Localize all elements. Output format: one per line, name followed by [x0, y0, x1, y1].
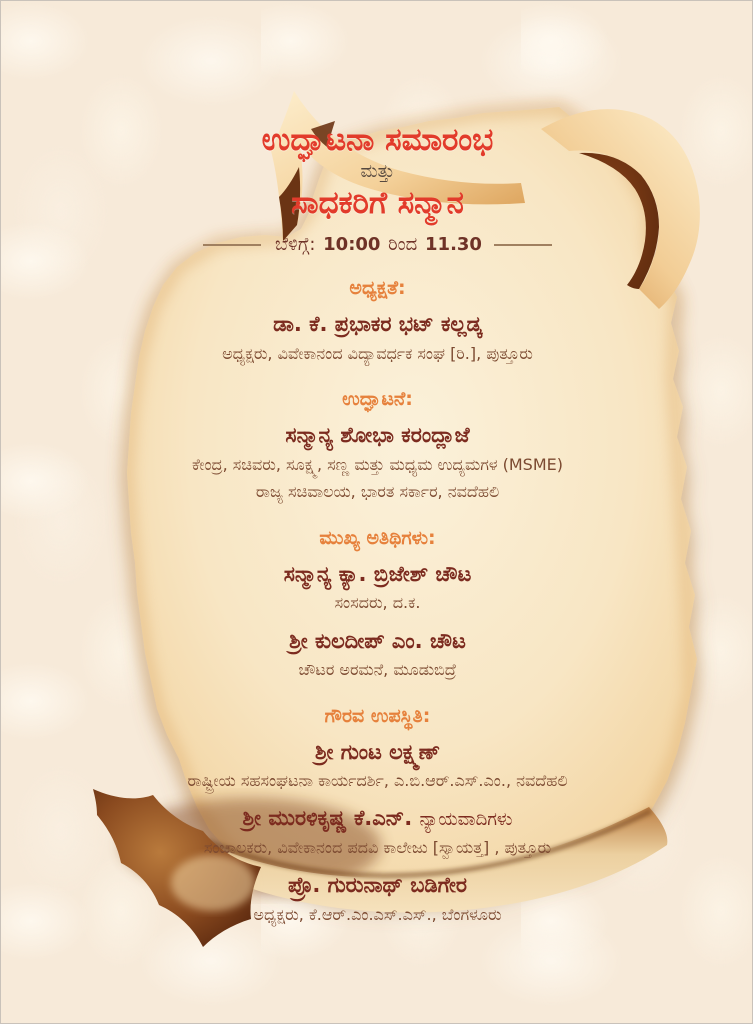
section-heading: ಅಧ್ಯಕ್ಷತೆ: [349, 277, 406, 300]
section-heading: ಮುಖ್ಯ ಅತಿಥಿಗಳು: [319, 526, 436, 549]
event-title-line2: ಸಾಧಕರಿಗೆ ಸನ್ಮಾನ [291, 184, 464, 221]
person-name-bold: ಶ್ರೀ ಮುರಳಿಕೃಷ್ಣ ಕೆ.ಎನ್. [242, 806, 413, 831]
person-entry [81, 311, 674, 366]
right-rule [494, 244, 552, 246]
person-designation: ರಾಷ್ಟ್ರೀಯ ಸಹಸಂಘಟನಾ ಕಾರ್ಯದರ್ಶಿ, ಎ.ಬಿ.ಆರ್.ಎಸ್.ಎಂ., ನವದೆಹಲಿ [187, 770, 568, 790]
person-entry [81, 872, 674, 927]
event-title-line1: ಉದ್ಘಾಟನಾ ಸಮಾರಂಭ [261, 122, 494, 158]
section-heading: ಗೌರವ ಉಪಸ್ಥಿತಿ: [324, 704, 431, 727]
section-heading: ಉದ್ಘಾಟನೆ: [342, 388, 413, 411]
scroll-content [81, 123, 674, 927]
person-name: ಪ್ರೊ. ಗುರುನಾಥ್ ಬಡಿಗೇರ [287, 873, 468, 898]
person-name: ಡಾ. ಕೆ. ಪ್ರಭಾಕರ ಭಟ್ ಕಲ್ಲಡ್ಕ [273, 312, 482, 337]
time-connector: ರಿಂದ [388, 234, 418, 256]
section-inauguration [81, 388, 674, 504]
section-chief-guests [81, 527, 674, 683]
person-entry [81, 739, 674, 794]
person-designation: ಅಧ್ಯಕ್ಷರು, ವಿವೇಕಾನಂದ ವಿದ್ಯಾವರ್ಧಕ ಸಂಘ [ರಿ.], ಪುತ್ತೂರು [222, 343, 533, 363]
person-name: ಶ್ರೀ ಗುಂಟ ಲಕ್ಷ್ಮಣ್ [314, 739, 441, 764]
event-time-text [273, 234, 482, 255]
person-entry [81, 628, 674, 683]
person-name: ಶ್ರೀ ಕುಲದೀಪ್ ಎಂ. ಚೌಟ [289, 628, 466, 653]
person-designation: ರಾಜ್ಯ ಸಚಿವಾಲಯ, ಭಾರತ ಸರ್ಕಾರ, ನವದೆಹಲಿ [255, 482, 500, 502]
section-honoured-presence [81, 705, 674, 928]
person-name: ಸನ್ಮಾನ್ಯ ಕ್ಯಾ. ಬ್ರಿಜೇಶ್ ಚೌಟ [283, 561, 472, 586]
section-presidency [81, 277, 674, 366]
person-entry [81, 561, 674, 616]
person-designation: ಕೇಂದ್ರ, ಸಚಿವರು, ಸೂಕ್ಷ್ಮ, ಸಣ್ಣ ಮತ್ತು ಮಧ್ಯಮ ಉದ್ಯಮಗಳ (MSME) [192, 454, 563, 474]
person-designation: ಸಂಸದರು, ದ.ಕ. [334, 593, 421, 613]
title-conjunction: ಮತ್ತು [360, 160, 395, 182]
time-label: ಬೆಳಿಗ್ಗೆ: [275, 234, 316, 256]
left-rule [203, 244, 261, 246]
person-designation: ಚೌಟರ ಅರಮನೆ, ಮೂಡುಬಿದ್ರೆ [298, 660, 457, 679]
person-name: ಸನ್ಮಾನ್ಯ ಶೋಭಾ ಕರಂದ್ಲಾಜೆ [285, 423, 470, 448]
person-name-suffix: ನ್ಯಾಯವಾದಿಗಳು [419, 809, 513, 831]
person-entry [81, 805, 674, 860]
person-designation: ಅಧ್ಯಕ್ಷರು, ಕೆ.ಆರ್.ಎಂ.ಎಸ್.ಎಸ್., ಬೆಂಗಳೂರು [253, 904, 502, 924]
event-time [81, 234, 674, 255]
time-end: 11.30 [425, 234, 482, 256]
time-start: 10:00 [323, 234, 381, 256]
person-designation: ಸಂಚಾಲಕರು, ವಿವೇಕಾನಂದ ಪದವಿ ಕಾಲೇಜು [ಸ್ವಾಯತ್ತ] , ಪುತ್ತೂರು [203, 837, 552, 857]
person-name [81, 805, 674, 832]
person-entry [81, 422, 674, 504]
